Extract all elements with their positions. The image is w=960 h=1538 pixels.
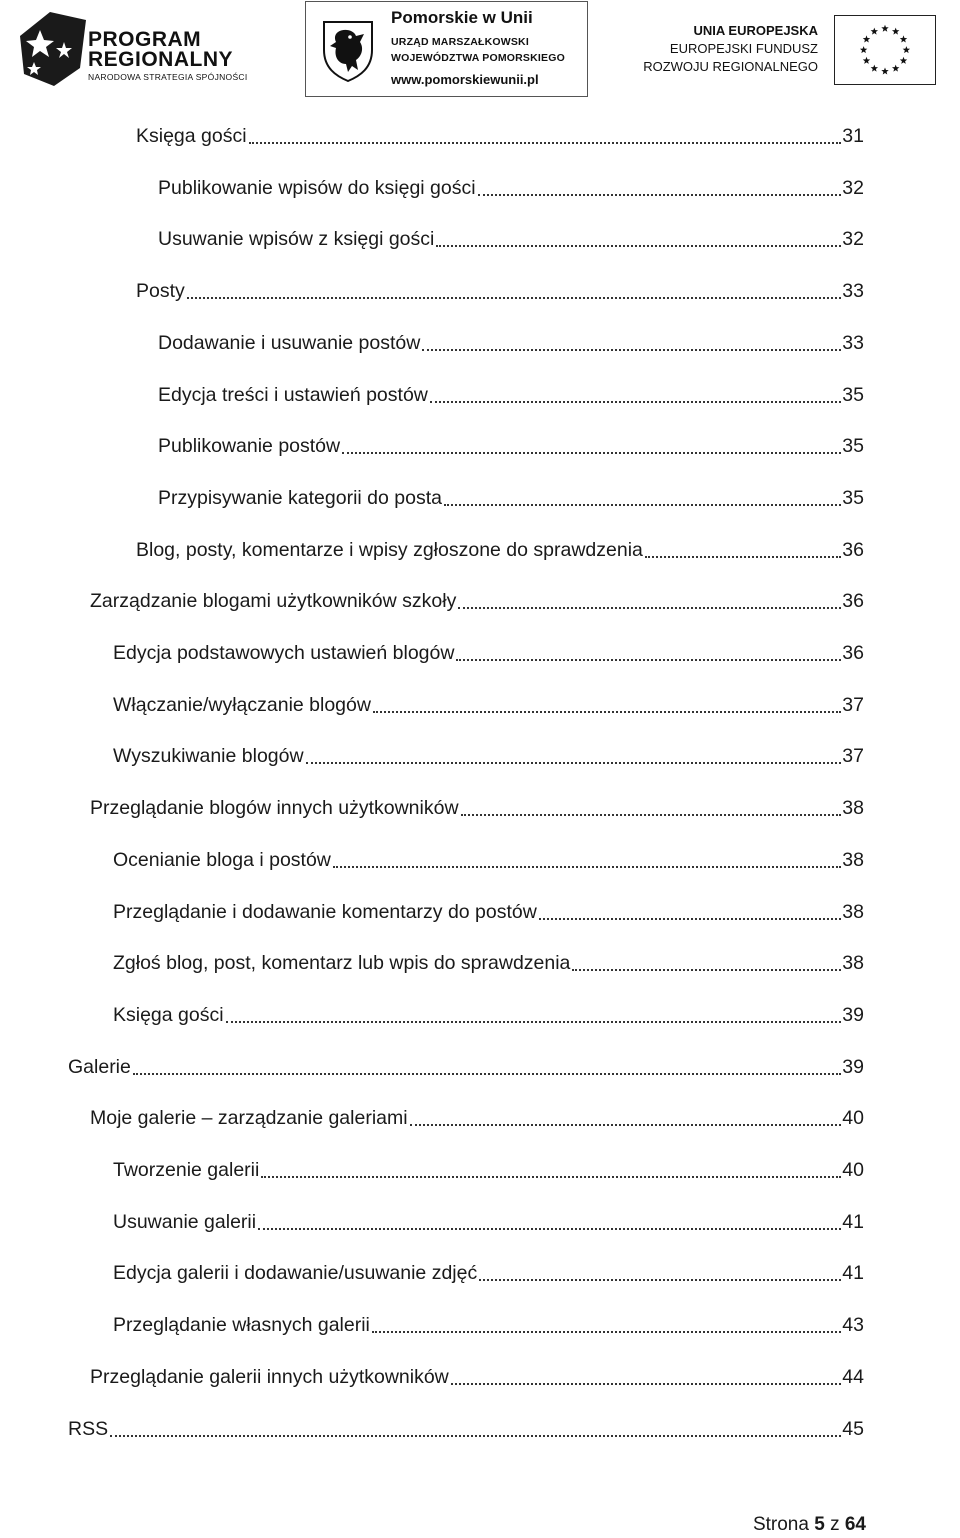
toc-entry-page: 35: [842, 435, 864, 457]
toc-entry-page: 38: [842, 901, 864, 923]
toc-entry-title: Edycja podstawowych ustawień blogów: [113, 642, 455, 664]
eu-star-icon: [903, 46, 910, 53]
footer-of: z: [830, 1514, 840, 1535]
toc-dot-leader: [333, 866, 841, 868]
toc-entry[interactable]: [113, 842, 864, 872]
toc-entry-page: 38: [842, 952, 864, 974]
toc-entry-title: Publikowanie postów: [158, 435, 341, 457]
eu-star-icon: [871, 65, 878, 72]
pomorskie-line2: WOJEWÓDZTWA POMORSKIEGO: [391, 52, 565, 64]
toc-entry-title: Moje galerie – zarządzanie galeriami: [90, 1107, 408, 1129]
toc-entry-page: 37: [842, 694, 864, 716]
footer-page: 5: [814, 1514, 825, 1535]
eu-star-icon: [871, 28, 878, 35]
toc-entry-page: 32: [842, 177, 864, 199]
toc-entry-title: Przypisywanie kategorii do posta: [158, 487, 442, 509]
toc-dot-leader: [451, 1383, 842, 1385]
toc-entry[interactable]: [68, 1049, 864, 1079]
toc-entry[interactable]: [90, 1359, 864, 1389]
toc-entry[interactable]: [68, 1411, 864, 1441]
toc-dot-leader: [373, 711, 841, 713]
pomorskie-line1: URZĄD MARSZAŁKOWSKI: [391, 36, 529, 48]
toc-entry[interactable]: [90, 583, 864, 613]
toc-entry-title: Księga gości: [113, 1004, 224, 1026]
toc-entry[interactable]: [158, 480, 864, 510]
toc-dot-leader: [133, 1073, 841, 1075]
toc-dot-leader: [372, 1331, 841, 1333]
toc-entry-title: Blog, posty, komentarze i wpisy zgłoszone do sprawdzenia: [136, 539, 643, 561]
toc-entry-page: 45: [842, 1418, 864, 1440]
toc-entry-title: Usuwanie galerii: [113, 1211, 257, 1233]
toc-entry[interactable]: [113, 687, 864, 717]
toc-entry-title: Tworzenie galerii: [113, 1159, 260, 1181]
toc-entry-title: Edycja galerii i dodawanie/usuwanie zdjęć: [113, 1262, 478, 1284]
toc-entry-page: 40: [842, 1159, 864, 1181]
toc-entry-page: 32: [842, 228, 864, 250]
toc-entry-title: Przeglądanie blogów innych użytkowników: [90, 797, 459, 819]
toc-entry-title: Przeglądanie i dodawanie komentarzy do postów: [113, 901, 537, 923]
toc-dot-leader: [456, 659, 841, 661]
toc-entry[interactable]: [113, 997, 864, 1027]
toc-dot-leader: [458, 607, 841, 609]
toc-entry[interactable]: [158, 221, 864, 251]
toc-entry-title: Galerie: [68, 1056, 131, 1078]
toc-dot-leader: [444, 504, 841, 506]
program-logo-line1: PROGRAM: [88, 28, 202, 51]
pomorskie-url: www.pomorskiewunii.pl: [391, 72, 539, 87]
toc-entry-title: RSS: [68, 1418, 109, 1440]
toc-entry[interactable]: [113, 1307, 864, 1337]
toc-entry[interactable]: [158, 377, 864, 407]
toc-entry-title: Zgłoś blog, post, komentarz lub wpis do sprawdzenia: [113, 952, 571, 974]
toc-dot-leader: [342, 452, 841, 454]
toc-entry-title: Przeglądanie galerii innych użytkowników: [90, 1366, 449, 1388]
program-logo-subtitle: NARODOWA STRATEGIA SPÓJNOŚCI: [88, 72, 248, 82]
toc-entry-page: 38: [842, 797, 864, 819]
eu-logo: [643, 15, 940, 87]
footer-total: 64: [844, 1514, 866, 1535]
toc-entry-page: 35: [842, 384, 864, 406]
eu-star-icon: [863, 57, 870, 64]
program-regionalny-emblem-icon: [20, 12, 86, 86]
program-logo-line2: REGIONALNY: [88, 48, 234, 71]
toc-entry-title: Dodawanie i usuwanie postów: [158, 332, 421, 354]
toc-dot-leader: [306, 762, 842, 764]
toc-entry[interactable]: [136, 273, 864, 303]
toc-entry-page: 31: [842, 125, 864, 147]
pomorskie-w-unii-logo: [305, 1, 588, 97]
toc-entry[interactable]: [113, 894, 864, 924]
toc-entry-title: Ocenianie bloga i postów: [113, 849, 331, 871]
toc-entry-page: 44: [842, 1366, 864, 1388]
toc-dot-leader: [430, 401, 841, 403]
pomorskie-title: Pomorskie w Unii: [391, 8, 533, 27]
eu-star-icon: [863, 35, 870, 42]
toc-entry-title: Publikowanie wpisów do księgi gości: [158, 177, 476, 199]
toc-entry-title: Posty: [136, 280, 185, 302]
toc-entry-page: 37: [842, 745, 864, 767]
toc-entry[interactable]: [113, 945, 864, 975]
toc-entry[interactable]: [90, 1100, 864, 1130]
toc-entry-title: Włączanie/wyłączanie blogów: [113, 694, 371, 716]
eu-star-icon: [881, 25, 888, 32]
eu-star-icon: [900, 57, 907, 64]
toc-entry[interactable]: [113, 1152, 864, 1182]
toc-entry-page: 33: [842, 280, 864, 302]
toc-dot-leader: [187, 297, 842, 299]
toc-entry[interactable]: [113, 635, 864, 665]
eu-star-icon: [860, 46, 867, 53]
toc-entry[interactable]: [136, 532, 864, 562]
toc-dot-leader: [436, 245, 841, 247]
toc-entry[interactable]: [158, 428, 864, 458]
toc-dot-leader: [539, 918, 841, 920]
griffin-crest-icon: [320, 20, 376, 82]
toc-entry-page: 36: [842, 590, 864, 612]
toc-dot-leader: [258, 1228, 841, 1230]
eu-line3: ROZWOJU REGIONALNEGO: [643, 59, 818, 74]
toc-entry-page: 39: [842, 1056, 864, 1078]
toc-entry-title: Edycja treści i ustawień postów: [158, 384, 428, 406]
toc-dot-leader: [410, 1124, 842, 1126]
toc-entry-title: Usuwanie wpisów z księgi gości: [158, 228, 435, 250]
toc-dot-leader: [461, 814, 842, 816]
toc-entry-page: 36: [842, 539, 864, 561]
toc-entry-page: 39: [842, 1004, 864, 1026]
toc-entry-title: Zarządzanie blogami użytkowników szkoły: [90, 590, 457, 612]
toc-entry-page: 41: [842, 1211, 864, 1233]
toc-entry-title: Księga gości: [136, 125, 247, 147]
toc-entry[interactable]: [90, 790, 864, 820]
toc-entry-page: 41: [842, 1262, 864, 1284]
page-number-footer: [753, 1514, 866, 1536]
toc-entry-page: 36: [842, 642, 864, 664]
toc-entry[interactable]: [158, 170, 864, 200]
toc-dot-leader: [479, 1279, 841, 1281]
toc-entry[interactable]: [113, 1204, 864, 1234]
program-regionalny-logo: [20, 12, 260, 86]
eu-star-icon: [900, 35, 907, 42]
toc-dot-leader: [249, 142, 842, 144]
toc-entry-title: Wyszukiwanie blogów: [113, 745, 304, 767]
toc-entry[interactable]: [158, 325, 864, 355]
eu-star-icon: [892, 65, 899, 72]
toc-dot-leader: [422, 349, 841, 351]
toc-entry[interactable]: [113, 1255, 864, 1285]
toc-entry[interactable]: [113, 738, 864, 768]
toc-entry-page: 35: [842, 487, 864, 509]
eu-line1: UNIA EUROPEJSKA: [693, 23, 818, 38]
toc-dot-leader: [110, 1435, 841, 1437]
eu-flag-icon: [834, 15, 936, 85]
toc-entry-page: 33: [842, 332, 864, 354]
toc-dot-leader: [226, 1021, 842, 1023]
toc-entry-title: Przeglądanie własnych galerii: [113, 1314, 370, 1336]
toc-entry-page: 43: [842, 1314, 864, 1336]
toc-entry[interactable]: [136, 118, 864, 148]
eu-star-icon: [892, 28, 899, 35]
toc-dot-leader: [645, 556, 841, 558]
toc-entry-page: 38: [842, 849, 864, 871]
eu-line2: EUROPEJSKI FUNDUSZ: [669, 41, 818, 56]
toc-dot-leader: [261, 1176, 841, 1178]
footer-prefix: Strona: [752, 1514, 809, 1535]
eu-star-icon: [881, 67, 888, 74]
toc-entry-page: 40: [842, 1107, 864, 1129]
toc-dot-leader: [478, 194, 842, 196]
toc-dot-leader: [572, 969, 841, 971]
